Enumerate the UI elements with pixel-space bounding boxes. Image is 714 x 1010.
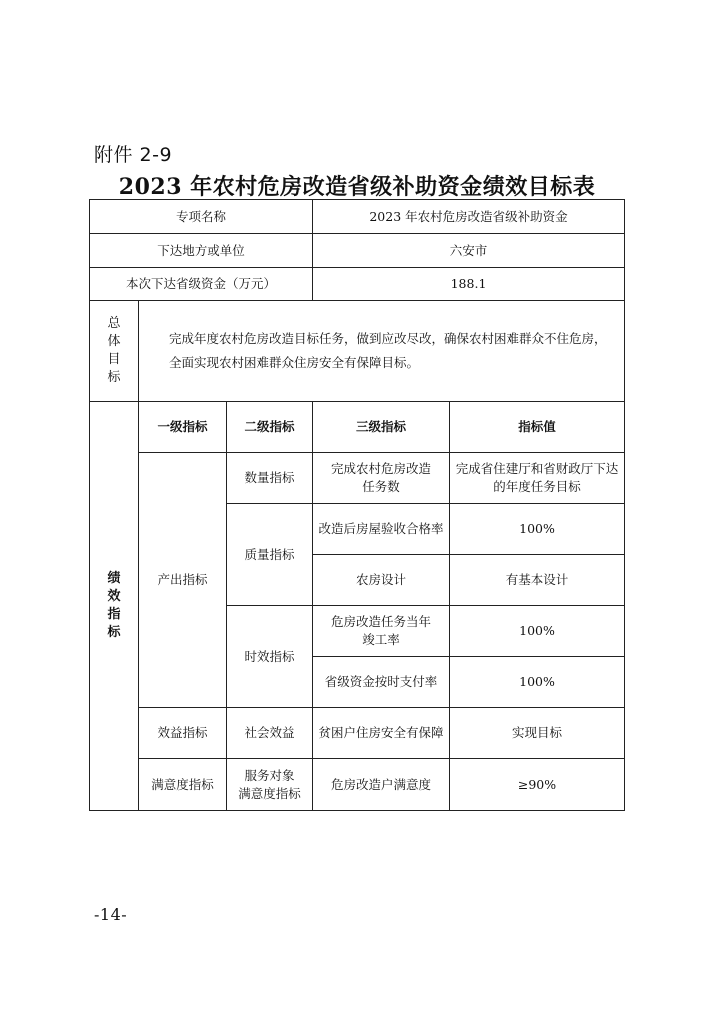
- project-label: 专项名称: [90, 200, 313, 234]
- attachment-label: 附件 2-9: [94, 144, 173, 166]
- header-level3: 三级指标: [313, 402, 450, 453]
- level3-cell: 危房改造任务当年 竣工率: [313, 606, 450, 657]
- table-row: [90, 453, 625, 504]
- level3-cell: 省级资金按时支付率: [313, 657, 450, 708]
- level3-cell: 农房设计: [313, 555, 450, 606]
- level3-cell: 改造后房屋验收合格率: [313, 504, 450, 555]
- level2-social: 社会效益: [227, 708, 313, 759]
- value-cell: 有基本设计: [450, 555, 625, 606]
- level3-cell: 完成农村危房改造 任务数: [313, 453, 450, 504]
- level3-cell: 贫困户住房安全有保障: [313, 708, 450, 759]
- value-cell: 100%: [450, 504, 625, 555]
- header-value: 指标值: [450, 402, 625, 453]
- level1-benefit: 效益指标: [139, 708, 227, 759]
- header-level1: 一级指标: [139, 402, 227, 453]
- level2-satisfaction: 服务对象 满意度指标: [227, 759, 313, 811]
- info-row-fund: [90, 268, 625, 301]
- page-number: -14-: [94, 905, 128, 924]
- level1-satisfaction: 满意度指标: [139, 759, 227, 811]
- goal-row: [90, 301, 625, 402]
- info-row-region: [90, 234, 625, 268]
- value-cell: 100%: [450, 657, 625, 708]
- value-cell: 完成省住建厅和省财政厅下达 的年度任务目标: [450, 453, 625, 504]
- value-cell: ≥90%: [450, 759, 625, 811]
- fund-label: 本次下达省级资金（万元）: [90, 268, 313, 301]
- project-value: 2023 年农村危房改造省级补助资金: [313, 200, 625, 234]
- region-label: 下达地方或单位: [90, 234, 313, 268]
- level2-quantity: 数量指标: [227, 453, 313, 504]
- level3-cell: 危房改造户满意度: [313, 759, 450, 811]
- value-cell: 100%: [450, 606, 625, 657]
- goal-label: 总 体 目 标: [90, 301, 139, 402]
- goal-text: 完成年度农村危房改造目标任务，做到应改尽改，确保农村困难群众不住危房，全面实现农村困难群众住房安全有保障目标。: [139, 301, 625, 402]
- perf-header-row: [90, 402, 625, 453]
- performance-table: [89, 199, 625, 811]
- level1-output: 产出指标: [139, 453, 227, 708]
- perf-label: 绩 效 指 标: [90, 402, 139, 811]
- level2-quality: 质量指标: [227, 504, 313, 606]
- value-cell: 实现目标: [450, 708, 625, 759]
- table-row: [90, 759, 625, 811]
- header-level2: 二级指标: [227, 402, 313, 453]
- fund-value: 188.1: [313, 268, 625, 301]
- region-value: 六安市: [313, 234, 625, 268]
- level2-timeliness: 时效指标: [227, 606, 313, 708]
- info-row-project: [90, 200, 625, 234]
- page-title: 2023 年农村危房改造省级补助资金绩效目标表: [118, 174, 596, 200]
- table-row: [90, 708, 625, 759]
